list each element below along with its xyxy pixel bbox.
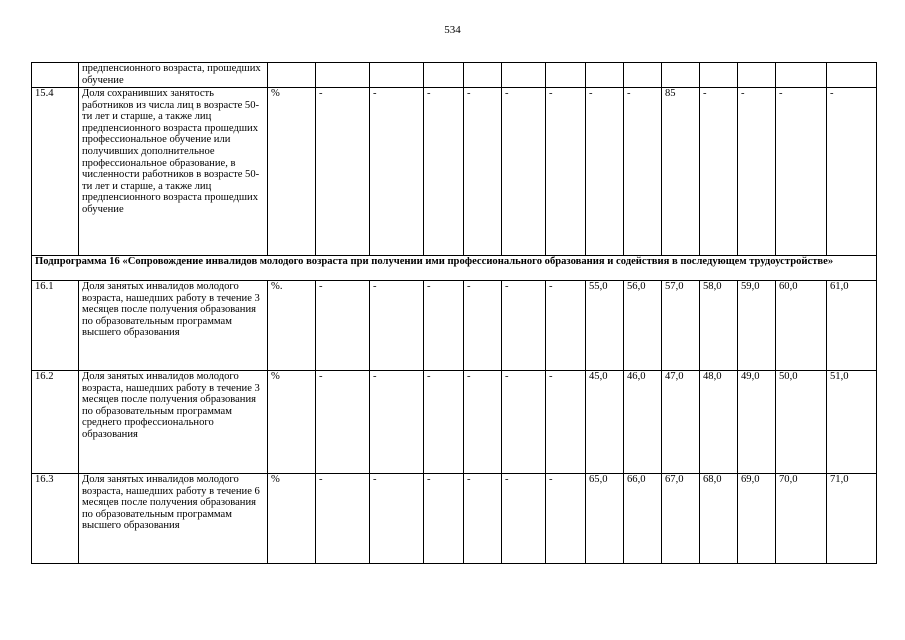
value-cell: -: [316, 371, 370, 474]
value-cell: 69,0: [738, 474, 776, 564]
value-cell: -: [424, 88, 464, 256]
value-cell: 61,0: [827, 281, 877, 371]
value-cell: -: [464, 474, 502, 564]
value-cell: 67,0: [662, 474, 700, 564]
page-number: 534: [444, 24, 461, 36]
value-cell: [624, 63, 662, 88]
row-number: [32, 63, 79, 88]
row-number: 15.4: [32, 88, 79, 256]
indicator-name: Доля занятых инвалидов молодого возраста, нашедших работу в течение 6 месяцев после получения образования по образовательным программам высшего образования: [79, 474, 268, 564]
value-cell: [827, 63, 877, 88]
value-cell: 57,0: [662, 281, 700, 371]
unit-cell: %: [268, 474, 316, 564]
unit-cell: %: [268, 371, 316, 474]
value-cell: -: [464, 371, 502, 474]
value-cell: -: [502, 474, 546, 564]
value-cell: -: [700, 88, 738, 256]
value-cell: -: [370, 281, 424, 371]
value-cell: -: [827, 88, 877, 256]
value-cell: 45,0: [586, 371, 624, 474]
table-row: [32, 63, 877, 88]
value-cell: -: [502, 88, 546, 256]
value-cell: 59,0: [738, 281, 776, 371]
value-cell: -: [546, 474, 586, 564]
value-cell: [316, 63, 370, 88]
value-cell: 85: [662, 88, 700, 256]
value-cell: -: [424, 474, 464, 564]
row-number: 16.1: [32, 281, 79, 371]
value-cell: -: [316, 88, 370, 256]
value-cell: 68,0: [700, 474, 738, 564]
value-cell: 48,0: [700, 371, 738, 474]
unit-cell: [268, 63, 316, 88]
value-cell: 50,0: [776, 371, 827, 474]
subprogram-title: Подпрограмма 16 «Сопровождение инвалидов молодого возраста при получении ими профессионального образования и содействия в последующем трудоустройстве»: [32, 256, 877, 281]
value-cell: 66,0: [624, 474, 662, 564]
value-cell: [502, 63, 546, 88]
value-cell: [738, 63, 776, 88]
value-cell: -: [370, 371, 424, 474]
value-cell: 60,0: [776, 281, 827, 371]
value-cell: [464, 63, 502, 88]
value-cell: [662, 63, 700, 88]
value-cell: -: [546, 281, 586, 371]
value-cell: [424, 63, 464, 88]
value-cell: -: [464, 281, 502, 371]
value-cell: -: [776, 88, 827, 256]
value-cell: -: [424, 371, 464, 474]
value-cell: [700, 63, 738, 88]
value-cell: -: [370, 88, 424, 256]
value-cell: 51,0: [827, 371, 877, 474]
value-cell: -: [546, 88, 586, 256]
indicators-table: [31, 62, 877, 564]
value-cell: -: [546, 371, 586, 474]
value-cell: 46,0: [624, 371, 662, 474]
value-cell: -: [370, 474, 424, 564]
table-row: [32, 474, 877, 564]
value-cell: -: [424, 281, 464, 371]
value-cell: -: [316, 474, 370, 564]
table-row: [32, 281, 877, 371]
table-row: [32, 88, 877, 256]
value-cell: -: [502, 281, 546, 371]
value-cell: -: [502, 371, 546, 474]
row-number: 16.2: [32, 371, 79, 474]
subprogram-header-row: [32, 256, 877, 281]
value-cell: 58,0: [700, 281, 738, 371]
value-cell: -: [624, 88, 662, 256]
value-cell: 65,0: [586, 474, 624, 564]
value-cell: [776, 63, 827, 88]
value-cell: 56,0: [624, 281, 662, 371]
value-cell: -: [316, 281, 370, 371]
row-number: 16.3: [32, 474, 79, 564]
value-cell: [546, 63, 586, 88]
value-cell: 71,0: [827, 474, 877, 564]
value-cell: 70,0: [776, 474, 827, 564]
unit-cell: %: [268, 88, 316, 256]
value-cell: 49,0: [738, 371, 776, 474]
value-cell: -: [586, 88, 624, 256]
value-cell: -: [464, 88, 502, 256]
table-row: [32, 371, 877, 474]
value-cell: [586, 63, 624, 88]
indicator-name: Доля занятых инвалидов молодого возраста, нашедших работу в течение 3 месяцев после получения образования по образовательным программам высшего образования: [79, 281, 268, 371]
unit-cell: %.: [268, 281, 316, 371]
indicator-name: Доля занятых инвалидов молодого возраста, нашедших работу в течение 3 месяцев после получения образования по образовательным программам среднего профессионального образования: [79, 371, 268, 474]
indicator-name: предпенсионного возраста, прошедших обучение: [79, 63, 268, 88]
indicator-name: Доля сохранивших занятость работников из числа лиц в возрасте 50-ти лет и старше, а также лиц предпенсионного возраста прошедших профессиональное обучение или получивших дополнительное профессиональное образование, в численности работников в возрасте 50-ти лет и старше, а также лиц предпенсионного возраста прошедших обучение: [79, 88, 268, 256]
value-cell: -: [738, 88, 776, 256]
value-cell: [370, 63, 424, 88]
value-cell: 55,0: [586, 281, 624, 371]
value-cell: 47,0: [662, 371, 700, 474]
